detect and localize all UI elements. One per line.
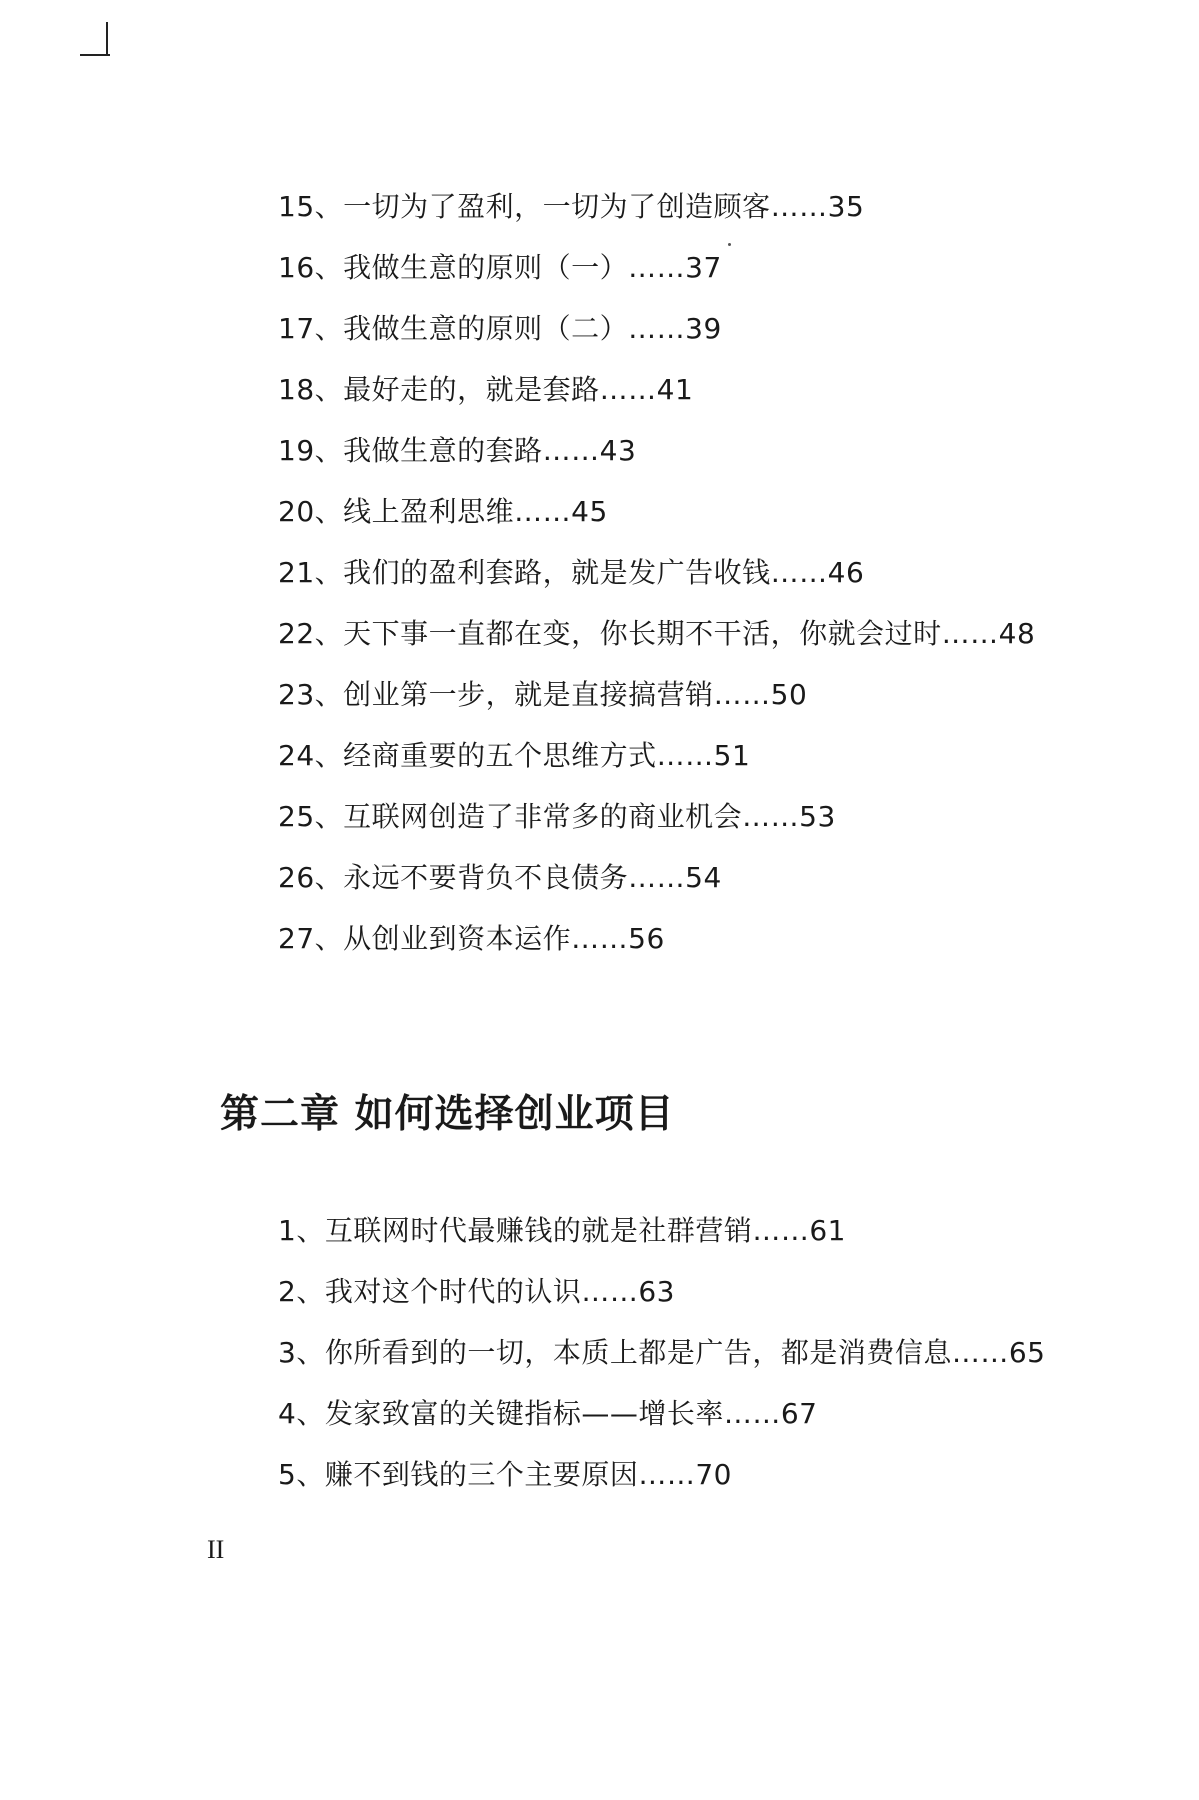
scan-corner-mark xyxy=(80,22,110,56)
toc-entry: 20、线上盈利思维……45 xyxy=(278,495,608,528)
toc-entry: 24、经商重要的五个思维方式……51 xyxy=(278,739,751,772)
page-number: II xyxy=(207,1535,225,1564)
toc-section-1 xyxy=(278,176,1035,969)
toc-entry: 1、互联网时代最赚钱的就是社群营销……61 xyxy=(278,1214,846,1247)
toc-entry: 18、最好走的，就是套路……41 xyxy=(278,373,694,406)
toc-entry: 22、天下事一直都在变，你长期不干活，你就会过时……48 xyxy=(278,617,1036,650)
toc-entry: 15、一切为了盈利，一切为了创造顾客……35 xyxy=(278,190,865,223)
toc-section-2 xyxy=(278,1200,1045,1505)
toc-entry: 5、赚不到钱的三个主要原因……70 xyxy=(278,1458,732,1491)
toc-entry: 23、创业第一步，就是直接搞营销……50 xyxy=(278,678,808,711)
toc-entry: 27、从创业到资本运作……56 xyxy=(278,922,665,955)
toc-entry: 4、发家致富的关键指标——增长率……67 xyxy=(278,1397,818,1430)
toc-entry: 3、你所看到的一切，本质上都是广告，都是消费信息……65 xyxy=(278,1336,1046,1369)
toc-entry: 25、互联网创造了非常多的商业机会……53 xyxy=(278,800,836,833)
chapter-title: 第二章 如何选择创业项目 xyxy=(220,1091,675,1137)
toc-entry: 26、永远不要背负不良债务……54 xyxy=(278,861,722,894)
toc-entry: 19、我做生意的套路……43 xyxy=(278,434,637,467)
toc-entry: 17、我做生意的原则（二）……39 xyxy=(278,312,722,345)
toc-entry: 21、我们的盈利套路，就是发广告收钱……46 xyxy=(278,556,865,589)
toc-entry: 2、我对这个时代的认识……63 xyxy=(278,1275,675,1308)
toc-entry: 16、我做生意的原则（一）……37 xyxy=(278,251,722,284)
